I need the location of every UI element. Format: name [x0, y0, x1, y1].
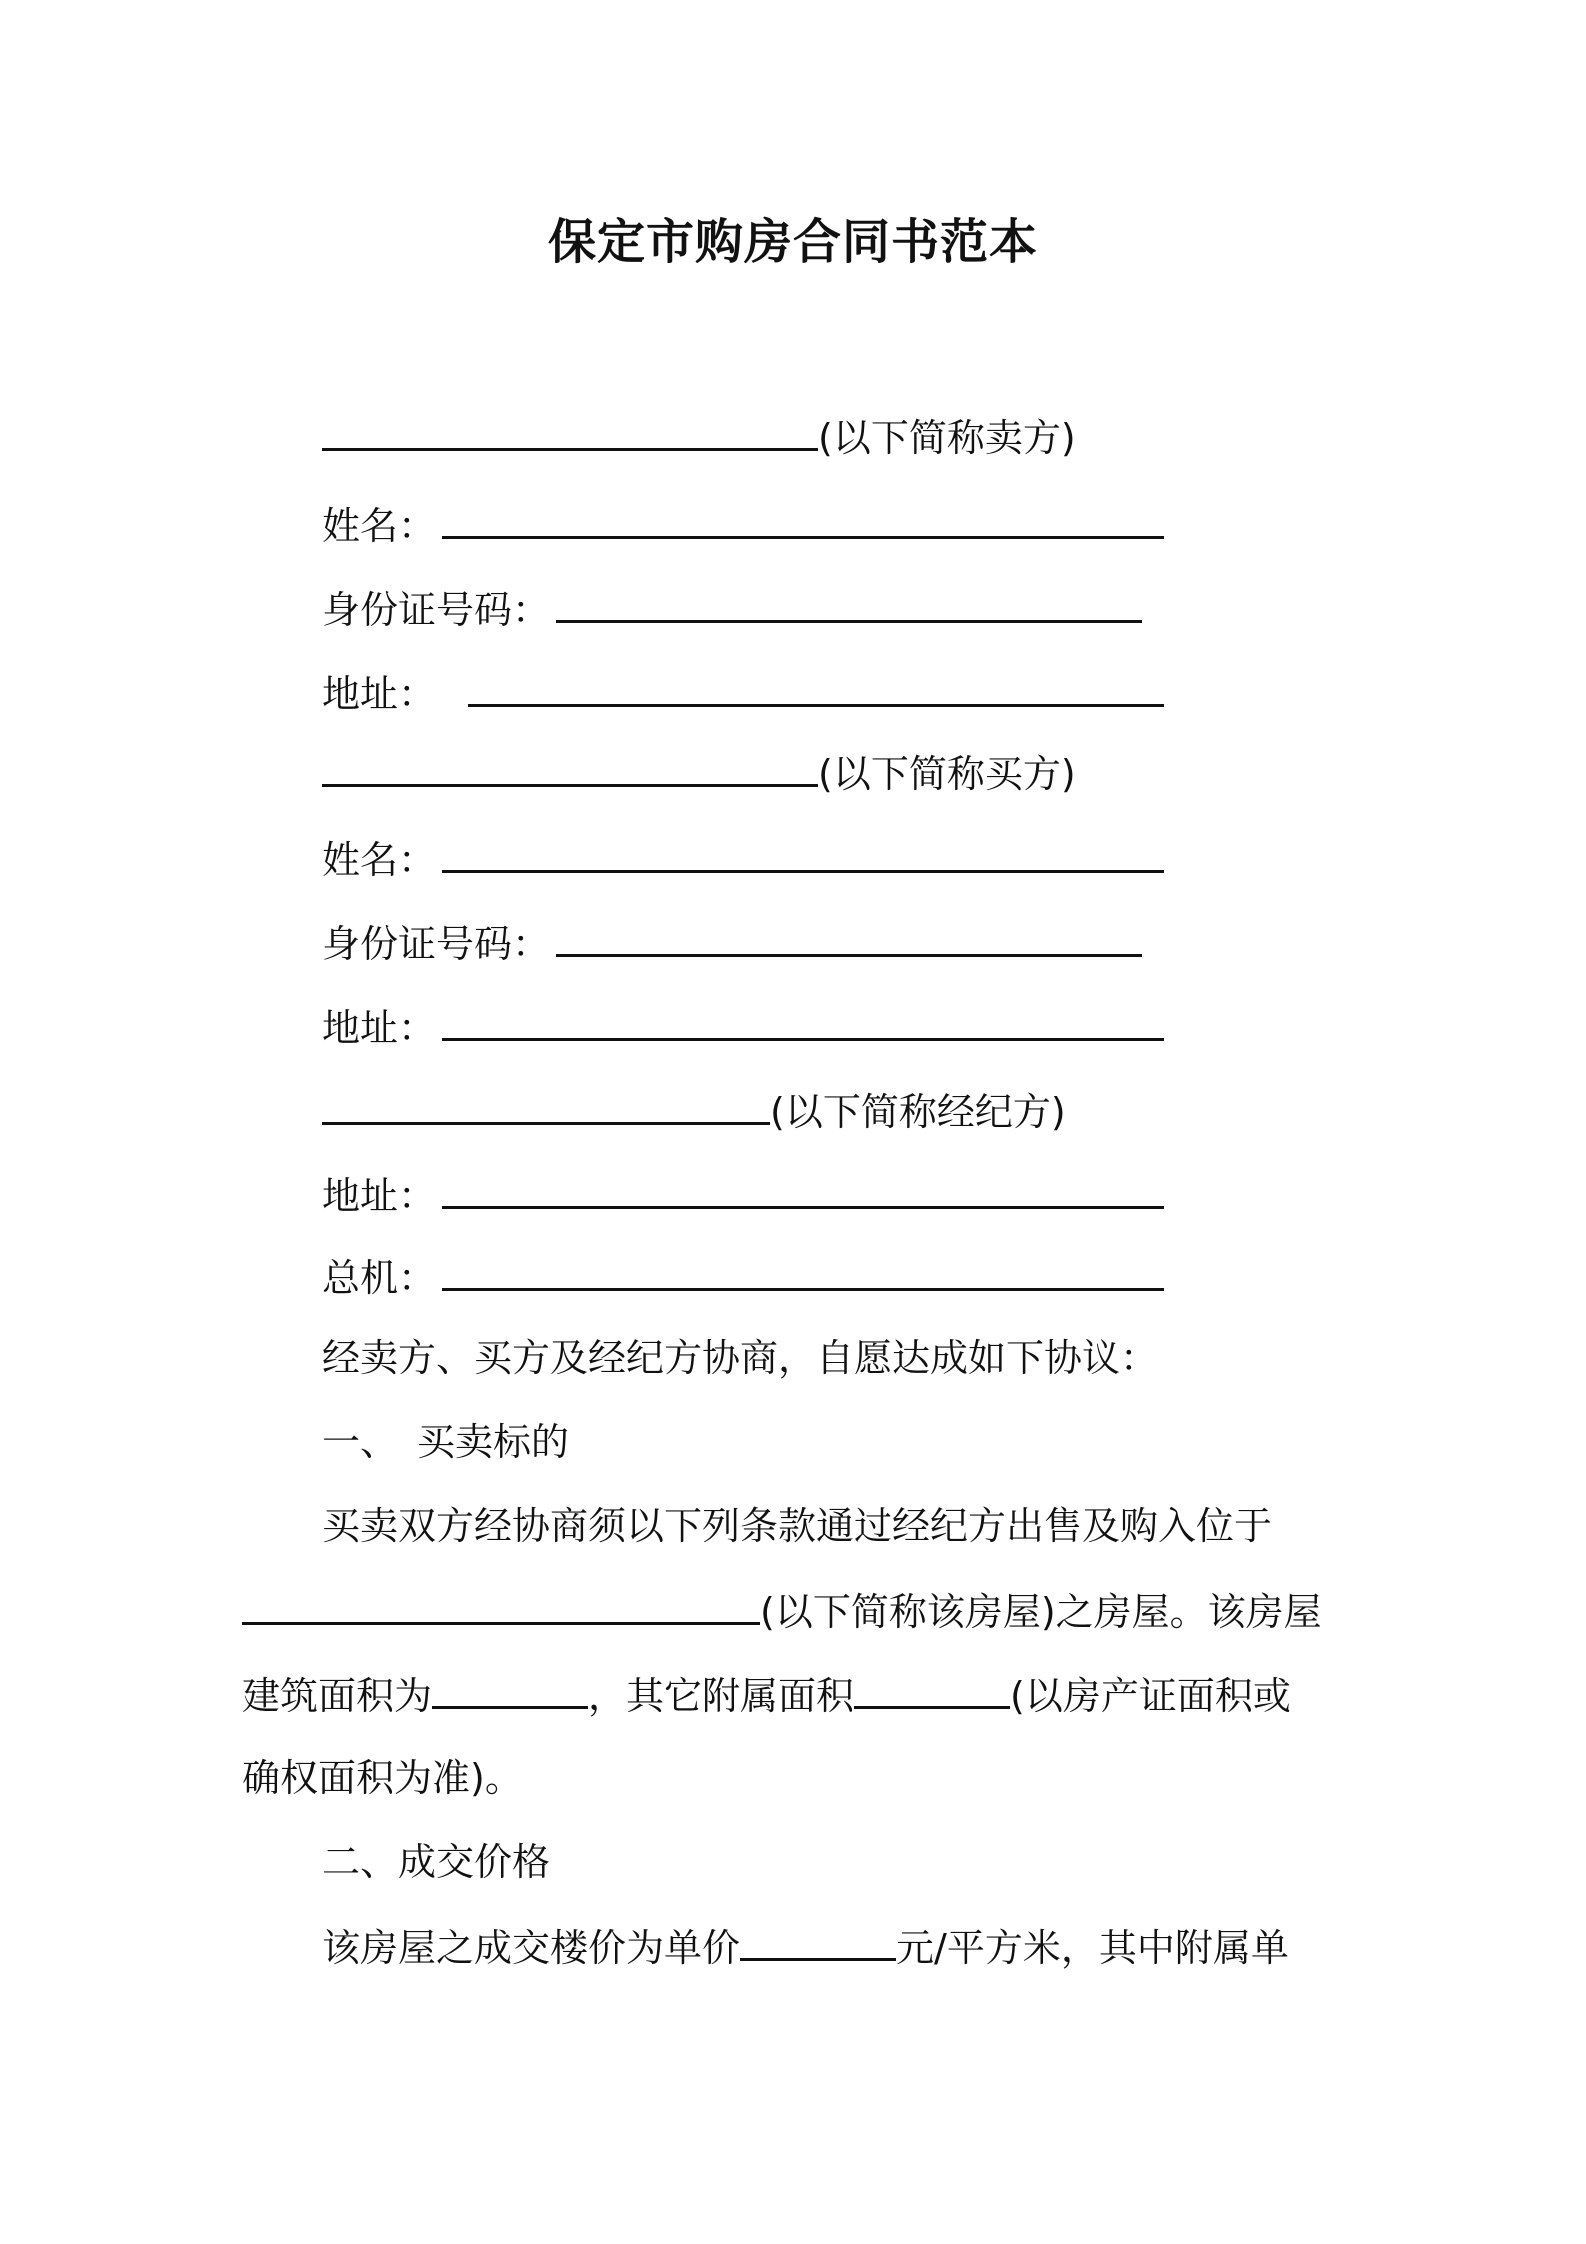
building-area-field[interactable] [432, 1670, 588, 1709]
seller-name-field[interactable] [442, 500, 1164, 539]
agent-name-blank[interactable] [322, 1086, 770, 1125]
seller-name-label: 姓名： [322, 504, 437, 548]
buyer-address-label: 地址： [322, 1006, 437, 1050]
agent-address-field[interactable] [442, 1170, 1164, 1209]
seller-designation: (以下简称卖方) [818, 416, 1076, 460]
property-location-field[interactable] [242, 1586, 760, 1625]
agent-address-label: 地址： [322, 1174, 437, 1218]
section2-paragraph-line1 [322, 1922, 1289, 1972]
buyer-id-label: 身份证号码： [322, 922, 551, 966]
seller-address-label: 地址： [322, 672, 437, 716]
buyer-id-line [322, 918, 1142, 968]
auxiliary-area-label: ，其它附属面积 [588, 1674, 855, 1718]
agreement-intro: 经卖方、买方及经纪方协商，自愿达成如下协议： [322, 1336, 1159, 1380]
buyer-name-blank[interactable] [322, 748, 818, 787]
seller-id-label: 身份证号码： [322, 588, 551, 632]
agent-designation-line [322, 1086, 1066, 1136]
area-basis-text: (以房产证面积或 [1010, 1674, 1291, 1718]
seller-designation-line [322, 412, 1076, 462]
buyer-address-field[interactable] [442, 1002, 1164, 1041]
seller-address-field[interactable] [468, 668, 1164, 707]
seller-id-line [322, 584, 1142, 634]
seller-address-line [322, 668, 1164, 718]
section1-paragraph-line1: 买卖双方经协商须以下列条款通过经纪方出售及购入位于 [322, 1504, 1273, 1548]
unit-price-suffix: 元/平方米，其中附属单 [896, 1926, 1289, 1970]
agent-phone-label: 总机： [322, 1256, 437, 1300]
agent-phone-field[interactable] [442, 1252, 1164, 1291]
section1-paragraph-line3 [242, 1670, 1291, 1720]
buyer-designation-line [322, 748, 1076, 798]
buyer-designation: (以下简称买方) [818, 752, 1076, 796]
building-area-label: 建筑面积为 [242, 1674, 433, 1718]
unit-price-field[interactable] [740, 1922, 896, 1961]
seller-id-field[interactable] [556, 584, 1142, 623]
seller-name-blank[interactable] [322, 412, 818, 451]
buyer-name-label: 姓名： [322, 838, 437, 882]
section1-heading: 一、 买卖标的 [322, 1420, 570, 1464]
section1-paragraph-line4: 确权面积为准)。 [242, 1756, 523, 1800]
buyer-address-line [322, 1002, 1164, 1052]
buyer-id-field[interactable] [556, 918, 1142, 957]
agent-phone-line [322, 1252, 1164, 1302]
section2-heading: 二、成交价格 [322, 1840, 551, 1884]
document-title: 保定市购房合同书范本 [547, 214, 1038, 270]
section1-paragraph-line2 [242, 1586, 1322, 1636]
unit-price-label: 该房屋之成交楼价为单价 [322, 1926, 741, 1970]
buyer-name-field[interactable] [442, 834, 1164, 873]
buyer-name-line [322, 834, 1164, 884]
property-designation: (以下简称该房屋)之房屋。该房屋 [760, 1590, 1322, 1634]
agent-address-line [322, 1170, 1164, 1220]
agent-designation: (以下简称经纪方) [770, 1090, 1066, 1134]
auxiliary-area-field[interactable] [854, 1670, 1010, 1709]
seller-name-line [322, 500, 1164, 550]
